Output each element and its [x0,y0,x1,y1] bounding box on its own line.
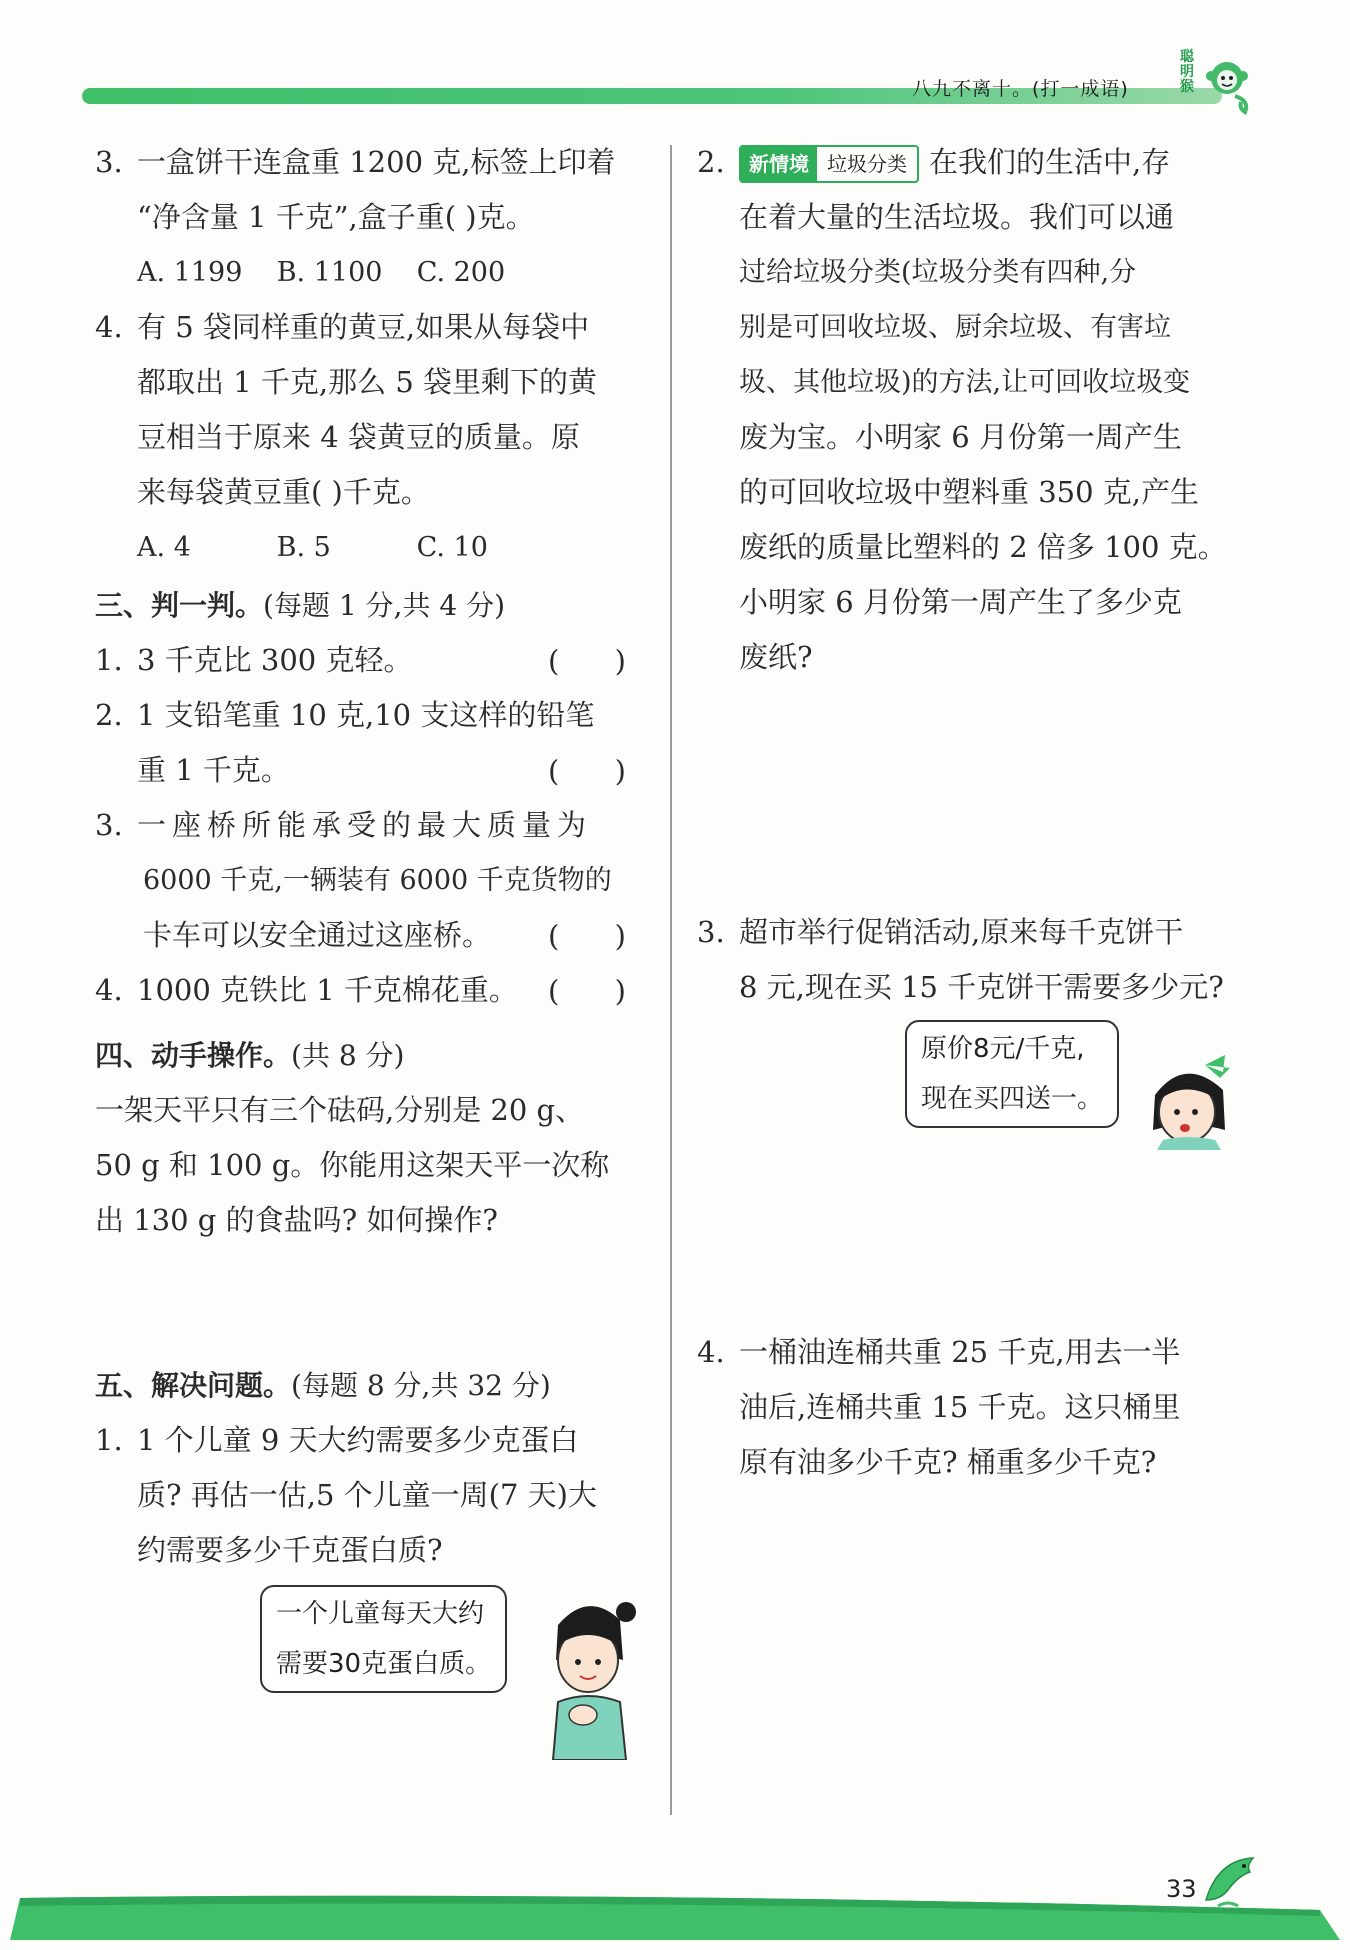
section-note: (共 8 分) [291,1039,405,1072]
question-text: 小明家 6 月份第一周产生了多少克 [739,585,1182,619]
section-4-body [95,1083,609,1248]
left-s5-q1 [95,1413,597,1578]
new-context-tag [739,145,919,183]
question-text: 废为宝。小明家 6 月份第一周产生 [739,420,1182,454]
footer-green-band [0,1880,1350,1950]
question-text: 卡车可以安全通过这座桥。 [143,918,492,952]
question-text: 重 1 千克。 [137,753,290,787]
speech-bubble [260,1585,507,1693]
girl-with-bow-illustration-icon [1135,1050,1245,1150]
judge-item [95,688,655,743]
section-note: (每题 8 分,共 32 分) [291,1369,551,1402]
question-text: 废纸? [739,640,813,674]
question-text: 一架天平只有三个砝码,分别是 20 g、 [95,1093,585,1127]
question-text: 8 元,现在买 15 千克饼干需要多少元? [739,970,1224,1004]
right-q2 [697,135,1227,685]
question-text: 一桶油连桶共重 25 千克,用去一半 [739,1335,1181,1369]
question-text: “净含量 1 千克”,盒子重( )克。 [137,200,535,234]
question-text: 圾、其他垃圾)的方法,让可回收垃圾变 [739,367,1191,398]
answer-options: A. 1199 B. 1100 C. 200 [137,257,506,288]
speech-bubble [905,1020,1119,1128]
question-text: 1000 克铁比 1 千克棉花重。 [137,973,518,1007]
question-text: 在着大量的生活垃圾。我们可以通 [739,200,1175,234]
section-title: 三、判一判。 [95,589,264,622]
section-5-heading [95,1358,551,1413]
brand-name: 聪明猴 [1180,49,1194,95]
question-text: 来每袋黄豆重( )千克。 [137,475,430,509]
question-text: 豆相当于原来 4 袋黄豆的质量。原 [137,420,580,454]
question-number: 1. [95,643,123,677]
header-riddle: 八九不离十。(打一成语) [912,78,1129,100]
question-text: 3 千克比 300 克轻。 [137,643,413,677]
tag-topic: 垃圾分类 [827,151,907,176]
question-number: 3. [697,915,725,949]
girl-illustration-icon [528,1590,648,1760]
section-3-heading [95,578,505,633]
column-divider [670,145,672,1815]
question-text: 质? 再估一估,5 个儿童一周(7 天)大 [137,1478,597,1512]
right-q4 [697,1325,1181,1490]
answer-blank[interactable]: ( ) [548,644,626,678]
question-number: 4. [697,1335,725,1369]
question-text: 出 130 g 的食盐吗? 如何操作? [95,1203,498,1237]
question-text: 过给垃圾分类(垃圾分类有四种,分 [739,257,1137,288]
question-text: 6000 千克,一辆装有 6000 千克货物的 [143,865,612,896]
question-text: 约需要多少千克蛋白质? [137,1533,443,1567]
right-q3 [697,905,1224,1015]
question-number: 4. [95,310,123,344]
question-number: 2. [697,145,725,179]
answer-blank[interactable]: ( ) [548,919,626,953]
question-text: 都取出 1 千克,那么 5 袋里剩下的黄 [137,365,597,399]
answer-options: A. 4 B. 5 C. 10 [137,532,488,563]
question-text: 一座桥所能承受的最大质量为 [137,808,593,842]
section-3-items [95,633,655,1018]
question-text: 1 支铅笔重 10 克,10 支这样的铅笔 [137,698,595,732]
bubble-text: 原价8元/千克, [921,1034,1085,1064]
answer-blank[interactable]: ( ) [548,754,626,788]
judge-item [95,798,655,853]
bubble-text: 现在买四送一。 [921,1084,1104,1114]
question-text: 别是可回收垃圾、厨余垃圾、有害垃 [739,312,1171,343]
section-title: 四、动手操作。 [95,1039,292,1072]
question-number: 3. [95,145,123,179]
left-q3 [95,135,615,300]
bubble-text: 需要30克蛋白质。 [276,1649,492,1679]
question-text: 50 g 和 100 g。你能用这架天平一次称 [95,1148,610,1182]
question-number: 1. [95,1423,123,1457]
question-number: 4. [95,973,123,1007]
question-text: 在我们的生活中,存 [929,145,1171,179]
section-4-heading [95,1028,404,1083]
question-text: 一盒饼干连盒重 1200 克,标签上印着 [137,145,616,179]
question-number: 3. [95,808,123,842]
dolphin-icon [1198,1850,1268,1910]
tag-label: 新情境 [741,147,817,181]
question-text: 1 个儿童 9 天大约需要多少克蛋白 [137,1423,579,1457]
page-number: 33 [1166,1875,1197,1903]
question-text: 废纸的质量比塑料的 2 倍多 100 克。 [739,530,1227,564]
question-text: 的可回收垃圾中塑料重 350 克,产生 [739,475,1200,509]
answer-blank[interactable]: ( ) [548,974,626,1008]
question-text: 有 5 袋同样重的黄豆,如果从每袋中 [137,310,590,344]
question-text: 油后,连桶共重 15 千克。这只桶里 [739,1390,1181,1424]
question-number: 2. [95,698,123,732]
section-title: 五、解决问题。 [95,1369,292,1402]
section-note: (每题 1 分,共 4 分) [263,589,505,622]
bubble-text: 一个儿童每天大约 [276,1599,485,1629]
question-text: 超市举行促销活动,原来每千克饼干 [739,915,1184,949]
question-text: 原有油多少千克? 桶重多少千克? [739,1445,1157,1479]
left-q4 [95,300,597,575]
